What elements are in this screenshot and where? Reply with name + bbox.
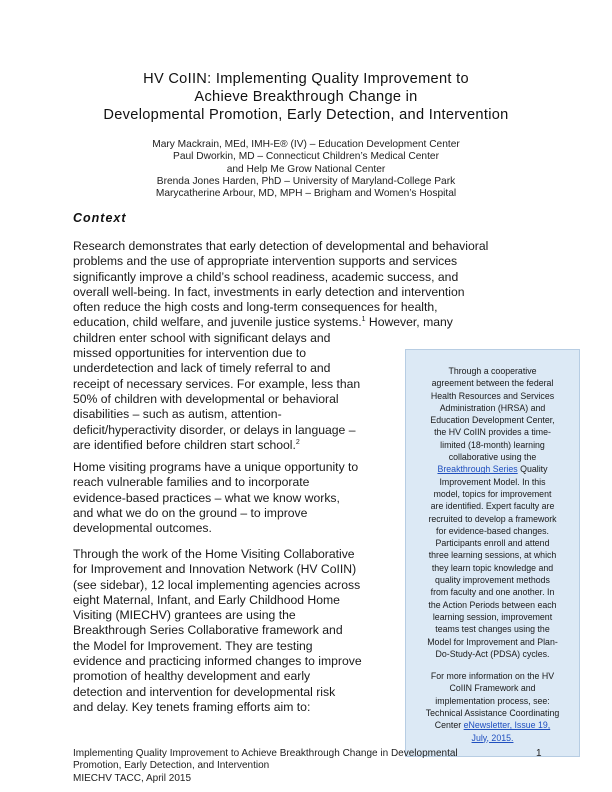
sidebar-line: Participants enroll and attend bbox=[435, 538, 550, 549]
sidebar-spacer bbox=[410, 660, 575, 670]
sidebar-line: are identified. Expert faculty are bbox=[430, 501, 555, 512]
paragraph-line: underdetection and lack of timely referral to and bbox=[73, 361, 331, 376]
sidebar-line: they learn topic knowledge and bbox=[431, 562, 554, 573]
author-line: and Help Me Grow National Center bbox=[226, 163, 386, 175]
author-list bbox=[60, 139, 552, 200]
sidebar-text: Quality bbox=[517, 464, 548, 475]
enewsletter-link-date[interactable]: July, 2015. bbox=[471, 732, 514, 743]
sidebar-line: the Action Periods between each bbox=[428, 599, 557, 610]
paragraph-line: Through the work of the Home Visiting Collaborative bbox=[73, 547, 355, 561]
author-line: Marycatherine Arbour, MD, MPH – Brigham and Women’s Hospital bbox=[155, 188, 457, 200]
sidebar-line: agreement between the federal bbox=[431, 378, 554, 389]
paragraph-home-visiting bbox=[73, 460, 358, 536]
paragraph-text: However, many bbox=[365, 315, 453, 330]
paragraph-line: 50% of children with developmental or behavioral bbox=[73, 391, 339, 406]
page-number: 1 bbox=[536, 748, 542, 759]
sidebar-text: Center bbox=[434, 720, 464, 731]
sidebar-line: Technical Assistance Coordinating bbox=[425, 708, 560, 719]
sidebar-line: Improvement Model. In this bbox=[439, 476, 546, 487]
paragraph-line: eight Maternal, Infant, and Early Childhood Home bbox=[73, 592, 340, 607]
breakthrough-series-link[interactable]: Breakthrough Series bbox=[437, 464, 518, 475]
author-line: Paul Dworkin, MD – Connecticut Children’s Medical Center bbox=[173, 151, 439, 163]
paragraph-hv-coiin bbox=[73, 547, 362, 715]
paragraph-line bbox=[73, 315, 488, 330]
footer-line: Promotion, Early Detection, and Intervention bbox=[73, 760, 270, 772]
paragraph-line: and delay. Key tenets framing efforts aim to: bbox=[73, 699, 311, 714]
sidebar-line: CoIIN Framework and bbox=[449, 683, 536, 694]
sidebar-line: teams test changes using the bbox=[435, 624, 550, 635]
paragraph-text: education, child welfare, and juvenile justice systems. bbox=[73, 315, 362, 330]
paragraph-line: often reduce the high costs and long-term consequences for health, bbox=[73, 300, 438, 315]
footer-line: Implementing Quality Improvement to Achieve Breakthrough Change in Developmental bbox=[73, 748, 458, 759]
author-line: Brenda Jones Harden, PhD – University of Maryland-College Park bbox=[156, 175, 456, 187]
enewsletter-link[interactable]: eNewsletter, Issue 19, bbox=[463, 720, 551, 731]
sidebar-line: learning session, improvement bbox=[432, 611, 553, 622]
sidebar-line: For more information on the HV bbox=[430, 671, 555, 682]
paragraph-line: the Model for Improvement. They are testing bbox=[73, 638, 313, 653]
paragraph-line: evidence and practicing informed changes to improve bbox=[73, 654, 362, 669]
document-title bbox=[60, 70, 552, 124]
sidebar-line bbox=[410, 732, 575, 744]
sidebar-line: quality improvement methods bbox=[435, 575, 550, 586]
sidebar-hv-coiin-info bbox=[405, 349, 580, 757]
title-line-2: Achieve Breakthrough Change in bbox=[194, 89, 418, 105]
paragraph-line: Research demonstrates that early detection of developmental and behavioral bbox=[73, 239, 489, 253]
sidebar-line: the HV CoIIN provides a time- bbox=[434, 427, 551, 438]
sidebar-line: Education Development Center, bbox=[430, 415, 555, 426]
paragraph-line: Visiting (MIECHV) grantees are using the bbox=[73, 608, 296, 623]
sidebar-line: for evidence-based changes. bbox=[436, 525, 549, 536]
footnote-ref-2: 2 bbox=[295, 438, 300, 446]
paragraph-line: deficit/hyperactivity disorder, or delays in language – bbox=[73, 422, 356, 437]
sidebar-line: Model for Improvement and Plan- bbox=[427, 636, 558, 647]
sidebar-line: Administration (HRSA) and bbox=[439, 402, 546, 413]
sidebar-line: Health Resources and Services bbox=[430, 390, 555, 401]
sidebar-line: from faculty and one another. In bbox=[430, 587, 555, 598]
paragraph-line: promotion of healthy development and early bbox=[73, 669, 311, 684]
paragraph-line: Home visiting programs have a unique opportunity to bbox=[73, 460, 359, 474]
footer-line: MIECHV TACC, April 2015 bbox=[73, 772, 192, 784]
author-line: Mary Mackrain, MEd, IMH-E® (IV) – Education Development Center bbox=[152, 139, 460, 150]
paragraph-line: for Improvement and Innovation Network (HV CoIIN) bbox=[73, 562, 357, 577]
sidebar-line: recruited to develop a framework bbox=[428, 513, 557, 524]
paragraph-line: overall well-being. In fact, investments in early detection and intervention bbox=[73, 284, 465, 299]
paragraph-line: developmental outcomes. bbox=[73, 521, 212, 536]
sidebar-line: limited (18-month) learning bbox=[440, 439, 545, 450]
sidebar-line bbox=[410, 719, 575, 731]
footnote-ref-1: 1 bbox=[361, 316, 366, 324]
paragraph-line: Breakthrough Series Collaborative framework and bbox=[73, 623, 343, 638]
paragraph-line: detection and intervention for developmental risk bbox=[73, 684, 336, 699]
paragraph-text: are identified before children start school. bbox=[73, 437, 296, 452]
page-footer bbox=[73, 748, 458, 785]
sidebar-line: Through a cooperative bbox=[448, 366, 537, 376]
section-heading-context: Context bbox=[73, 211, 127, 225]
sidebar-line bbox=[410, 463, 575, 475]
paragraph-line: disabilities – such as autism, attention- bbox=[73, 407, 282, 422]
sidebar-line: implementation process, see: bbox=[435, 695, 550, 706]
sidebar-line: model, topics for improvement bbox=[433, 488, 552, 499]
title-line-1: HV CoIIN: Implementing Quality Improvement to bbox=[143, 71, 469, 87]
title-line-3: Developmental Promotion, Early Detection, and Intervention bbox=[103, 107, 509, 123]
paragraph-line: reach vulnerable families and to incorporate bbox=[73, 475, 310, 490]
sidebar-line: three learning sessions, at which bbox=[428, 550, 557, 561]
sidebar-line: Do-Study-Act (PDSA) cycles. bbox=[435, 648, 550, 659]
paragraph-line: problems and the use of appropriate intervention supports and services bbox=[73, 254, 458, 269]
sidebar-line: collaborative using the bbox=[448, 452, 537, 463]
paragraph-line: significantly improve a child’s school readiness, academic success, and bbox=[73, 269, 459, 284]
paragraph-line: and what we do on the ground – to improve bbox=[73, 505, 308, 520]
paragraph-line: evidence-based practices – what we know works, bbox=[73, 490, 340, 505]
paragraph-line: receipt of necessary services. For example, less than bbox=[73, 376, 361, 391]
paragraph-line: children enter school with significant delays and bbox=[73, 330, 331, 345]
paragraph-line: missed opportunities for intervention due to bbox=[73, 346, 307, 361]
paragraph-line: (see sidebar), 12 local implementing agencies across bbox=[73, 577, 361, 592]
